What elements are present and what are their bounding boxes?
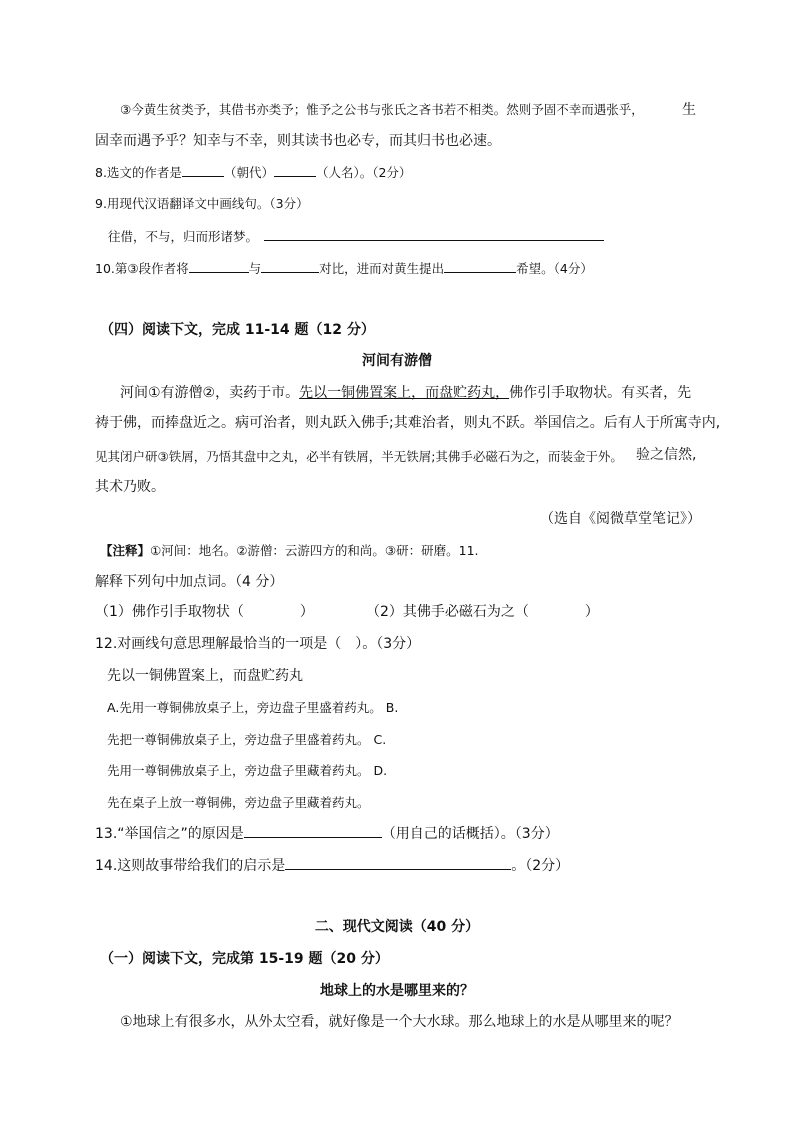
part-2-heading: 二、现代文阅读（40 分） <box>314 919 480 935</box>
option-a[interactable]: A.先用一尊铜佛放桌子上，旁边盘子里盛着药丸。 B. <box>107 700 399 715</box>
paragraph-3-line-1 <box>120 100 644 120</box>
question-11: 解释下列句中加点词。（4 分） <box>95 574 284 590</box>
paragraph-3-text: ③今黄生贫类予，其借书亦类予；惟予之公书与张氏之吝书若不相类。然则予固不幸而遇张乎， <box>120 102 644 117</box>
annotation-label: 【注释】 <box>100 543 151 558</box>
paragraph-3-line-2: 固幸而遇予乎？知幸与不幸，则其读书也必专，而其归书也必速。 <box>95 133 501 149</box>
passage-line-3: 见其闭户研③铁屑，乃悟其盘中之丸，必半有铁屑，半无铁屑;其佛手必磁石为之，而装金于外。 <box>95 449 623 464</box>
question-14-suffix: 。（2分） <box>511 858 570 874</box>
passage-line-4: 其术乃败。 <box>95 479 165 495</box>
option-d[interactable]: 先在桌子上放一尊铜佛，旁边盘子里藏着药丸。 <box>107 795 370 810</box>
question-11-item-1 <box>95 602 314 622</box>
annotation <box>100 541 479 561</box>
question-9: 9.用现代汉语翻译文中画线句。（3分） <box>95 196 309 211</box>
passage-source: （选自《阅微草堂笔记》） <box>540 511 701 527</box>
question-11-item-1-text: （1）佛作引手取物状（ <box>95 604 244 620</box>
question-10-suffix: 希望。（4分） <box>516 261 593 276</box>
answer-blank[interactable] <box>189 258 249 273</box>
paren-close: ） <box>299 604 314 620</box>
answer-blank[interactable] <box>274 162 316 177</box>
answer-blank[interactable] <box>182 162 224 177</box>
answer-blank[interactable] <box>444 258 516 273</box>
paren-close: ） <box>584 604 599 620</box>
question-10-mid: 对比，进而对黄生提出 <box>319 261 445 276</box>
question-12: 12.对画线句意思理解最恰当的一项是（ ）。（3分） <box>95 636 421 652</box>
section-4-heading: （四）阅读下文，完成 11-14 题（12 分） <box>100 322 375 338</box>
question-11-item-2-text: （2）其佛手必磁石为之（ <box>366 604 529 620</box>
question-14-prefix: 14.这则故事带给我们的启示是 <box>95 858 286 874</box>
paragraph-3-tail: 生 <box>682 102 696 118</box>
passage-line-2: 祷于佛，而捧盘近之。病可治者，则丸跃入佛手;其难治者，则丸不跃。举国信之。后有人于所寓寺内, <box>95 415 721 431</box>
answer-blank[interactable] <box>264 226 604 241</box>
option-b[interactable]: 先把一尊铜佛放桌子上，旁边盘子里盛着药丸。 C. <box>107 732 387 747</box>
passage-text: 河间①有游僧②，卖药于市。 <box>120 385 300 401</box>
question-11-item-2 <box>366 602 599 622</box>
question-8-dynasty: （朝代） <box>223 165 274 180</box>
underlined-sentence: 先以一铜佛置案上，而盘贮药丸， <box>299 385 510 401</box>
question-10 <box>95 258 593 279</box>
question-13-prefix: 13.“举国信之”的原因是 <box>95 826 244 842</box>
answer-blank[interactable] <box>285 855 511 870</box>
passage-title: 河间有游僧 <box>362 353 432 369</box>
question-14 <box>95 855 569 876</box>
part-2-paragraph-1: ①地球上有很多水，从外太空看，就好像是一个大水球。那么地球上的水是从哪里来的呢？ <box>120 1014 679 1030</box>
question-8-prefix: 8.选文的作者是 <box>95 165 182 180</box>
annotation-text: ①河间：地名。②游僧：云游四方的和尚。③研：研磨。11. <box>150 543 479 558</box>
passage-line-1 <box>120 383 691 403</box>
question-9-sentence: 往借，不与，归而形诸梦。 <box>108 229 259 244</box>
answer-blank[interactable] <box>244 823 382 838</box>
passage-text: 佛作引手取物状。有买者，先 <box>509 385 692 401</box>
question-12-stem: 先以一铜佛置案上，而盘贮药丸 <box>107 668 303 684</box>
option-c[interactable]: 先用一尊铜佛放桌子上，旁边盘子里藏着药丸。 D. <box>107 763 388 778</box>
answer-blank[interactable] <box>261 258 319 273</box>
part-2-subheading: （一）阅读下文，完成第 15-19 题（20 分） <box>100 951 389 967</box>
question-10-and: 与 <box>248 261 262 276</box>
passage-line-3-tail: 验之信然, <box>636 447 697 463</box>
question-13 <box>95 823 559 844</box>
question-13-suffix: （用自己的话概括）。（3分） <box>381 826 559 842</box>
question-9-line <box>108 226 604 247</box>
part-2-passage-title: 地球上的水是哪里来的？ <box>320 983 474 999</box>
question-10-prefix: 10.第③段作者将 <box>95 261 189 276</box>
question-8-suffix: （人名）。（2分） <box>315 165 412 180</box>
question-8 <box>95 162 411 183</box>
